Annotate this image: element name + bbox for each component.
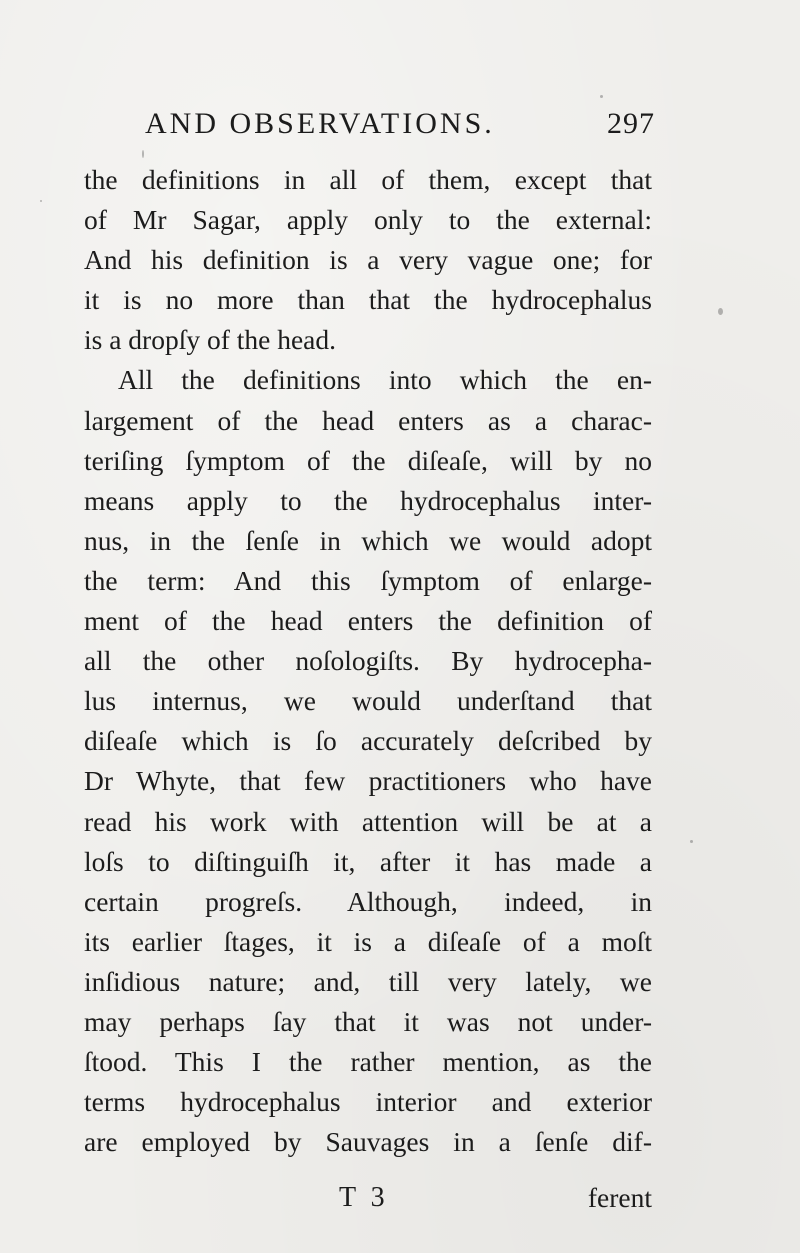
text-line: of Mr Sagar, apply only to the external: — [84, 204, 652, 236]
text-line: is a dropſy of the head. — [84, 324, 337, 356]
page-number: 297 — [607, 107, 655, 140]
text-line: the definitions in all of them, except that — [84, 164, 652, 195]
text-line: are employed by Sauvages in a ſenſe dif- — [84, 1126, 652, 1158]
text-line: all the other noſologiſts. By hydrocepha- — [84, 645, 652, 677]
text-line: ment of the head enters the definition of — [84, 605, 652, 637]
text-line: its earlier ſtages, it is a diſeaſe of a moſt — [84, 925, 652, 957]
paper-speck — [600, 95, 603, 98]
text-line: nus, in the ſenſe in which we would adopt — [84, 524, 652, 556]
paper-speck — [142, 150, 144, 158]
page-header — [145, 100, 655, 148]
text-line: loſs to diſtinguiſh it, after it has made a — [84, 845, 652, 877]
text-line: the term: And this ſymptom of enlarge- — [84, 564, 652, 596]
text-line: lus internus, we would underſtand that — [84, 685, 652, 717]
text-line: certain progreſs. Although, indeed, in — [84, 885, 652, 917]
text-line: And his definition is a very vague one; for — [84, 244, 652, 276]
body-text — [84, 160, 652, 1162]
catchword: ferent — [587, 1182, 652, 1213]
text-line: Dr Whyte, that few practitioners who have — [84, 765, 652, 797]
running-head: AND OBSERVATIONS. — [145, 107, 495, 140]
text-line: it is no more than that the hydrocephalus — [84, 284, 652, 316]
text-line: terms hydrocephalus interior and exterior — [84, 1086, 652, 1118]
text-line: read his work with attention will be at a — [84, 805, 652, 837]
paragraph-first-line: All the definitions into which the en- — [118, 364, 652, 396]
text-line: diſeaſe which is ſo accurately deſcribed by — [84, 725, 652, 757]
paper-speck — [690, 840, 693, 843]
text-line: may perhaps ſay that it was not under- — [84, 1005, 652, 1037]
text-line: teriſing ſymptom of the diſeaſe, will by no — [84, 444, 652, 476]
text-line: means apply to the hydrocephalus inter- — [84, 484, 652, 516]
text-line: largement of the head enters as a charac- — [84, 404, 652, 436]
paper-speck — [718, 308, 723, 315]
page-footer — [84, 1178, 652, 1218]
paper-speck — [40, 200, 42, 202]
text-line: ſtood. This I the rather mention, as the — [84, 1046, 652, 1078]
text-line: inſidious nature; and, till very lately, we — [84, 965, 652, 997]
signature-mark: T 3 — [339, 1182, 389, 1213]
